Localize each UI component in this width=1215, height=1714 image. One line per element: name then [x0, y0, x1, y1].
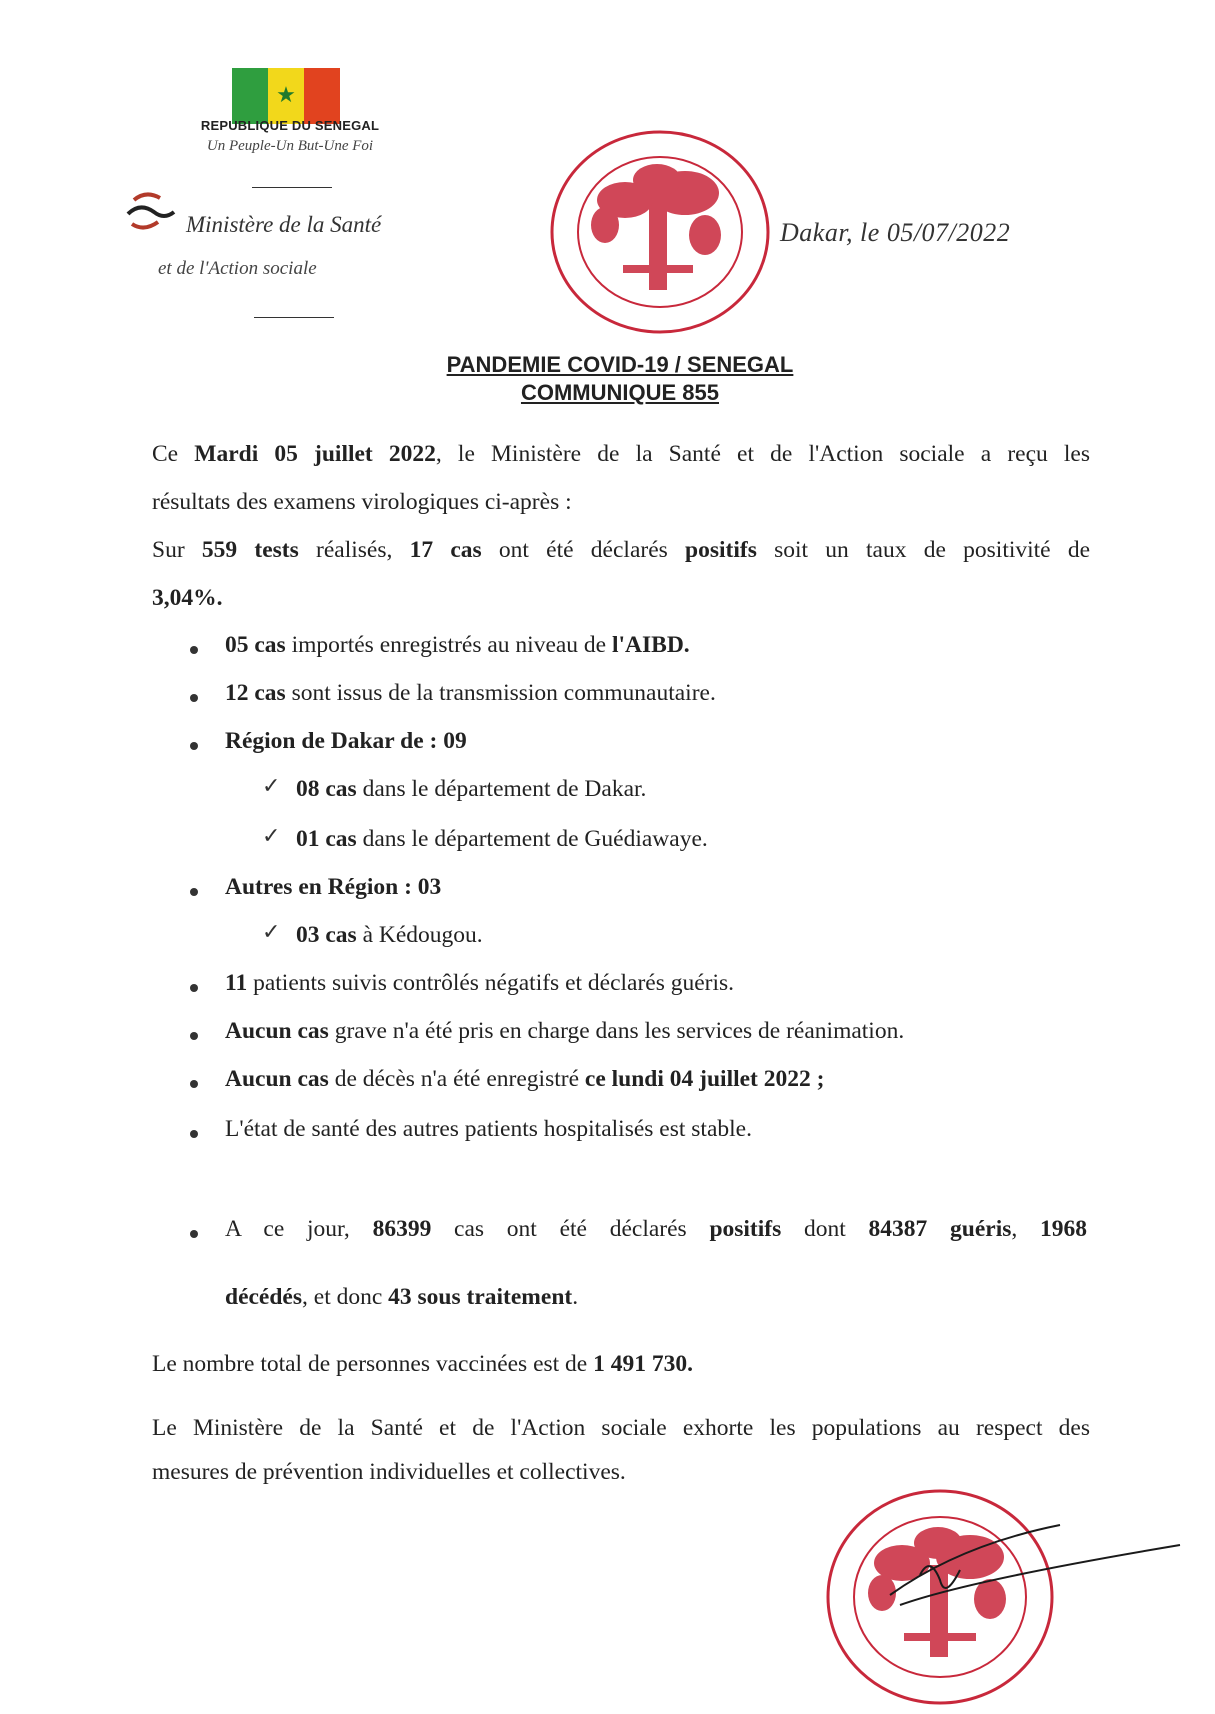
text-run: 03 cas [296, 922, 357, 948]
vaccinated-count: 1 491 730. [593, 1351, 693, 1377]
bullet-imported-cases [225, 632, 690, 659]
bullet-cumulative-line-1 [225, 1216, 1087, 1243]
text-run: sont issus de la transmission communautaire. [285, 680, 716, 706]
national-motto: Un Peuple-Un But-Une Foi [206, 138, 374, 154]
bullet-severe-cases [225, 1018, 904, 1045]
text-run: Aucun cas [225, 1066, 329, 1092]
text-run: réalisés, [298, 537, 410, 563]
ministry-name-line2: et de l'Action sociale [158, 258, 317, 279]
bullet-recovered [225, 970, 734, 997]
text-run: soit un taux de positivité de [756, 537, 1091, 563]
text-run: , le Ministère de la Santé et de l'Action sociale a reçu les [435, 441, 1091, 467]
text-run: 01 cas [296, 826, 357, 852]
intro-line-2: résultats des examens virologiques ci-après : [152, 489, 572, 515]
bullet-other-regions: Autres en Région : 03 [225, 874, 442, 900]
bullet-dot [190, 1080, 198, 1088]
text-run: Aucun cas [225, 1018, 329, 1044]
senegal-flag [232, 68, 340, 124]
text-run: ce lundi 04 juillet 2022 ; [584, 1066, 825, 1092]
text-run: dans le département de Dakar. [356, 776, 647, 802]
cases-count: 17 cas [409, 537, 482, 563]
official-stamp-top [545, 125, 775, 340]
total-deaths: 1968 [1040, 1216, 1088, 1242]
text-run: importés enregistrés au niveau de [285, 632, 612, 658]
intro-line-1 [152, 440, 1090, 468]
positivity-rate: 3,04%. [152, 585, 223, 611]
bullet-dot [190, 1230, 198, 1238]
bullet-stable-patients: L'état de santé des autres patients hospitalisés est stable. [225, 1116, 752, 1142]
check-icon: ✓ [262, 824, 281, 849]
text-run: 12 cas [225, 680, 286, 706]
text-run: l'AIBD. [611, 632, 690, 658]
text-run: décédés [225, 1284, 303, 1310]
bullet-deaths [225, 1066, 824, 1093]
text-run: dont [781, 1216, 869, 1242]
sub-item-dakar-dept [296, 776, 646, 803]
bullet-community-cases [225, 680, 716, 707]
text-run: dans le département de Guédiawaye. [356, 826, 708, 852]
sub-item-guediawaye-dept [296, 826, 708, 853]
flag-green-band [232, 68, 268, 124]
text-run: Sur [152, 537, 202, 563]
communique-number: COMMUNIQUE 855 [520, 380, 720, 405]
bullet-dot [190, 1130, 198, 1138]
text-run: . [572, 1284, 579, 1310]
ministry-name-line1: Ministère de la Santé [186, 212, 382, 237]
bullet-dot [190, 1032, 198, 1040]
text-run: cas ont été déclarés [431, 1216, 710, 1242]
bullet-dot [190, 646, 198, 654]
total-cases: 86399 [372, 1216, 432, 1242]
header-divider-1 [252, 187, 332, 188]
official-stamp-signature [810, 1485, 1190, 1710]
total-recovered: 84387 guéris [868, 1216, 1012, 1242]
text-run: Le nombre total de personnes vaccinées est de [152, 1351, 594, 1377]
vaccination-total [152, 1350, 693, 1378]
bullet-dot [190, 694, 198, 702]
text-run: 08 cas [296, 776, 357, 802]
exhortation-line-2: mesures de prévention individuelles et collectives. [152, 1459, 626, 1485]
bullet-dakar-region: Région de Dakar de : 09 [225, 728, 467, 754]
flag-red-band [304, 68, 340, 124]
text-run: ont été déclarés [481, 537, 686, 563]
text-run: patients suivis contrôlés négatifs et déclarés guéris. [247, 970, 735, 996]
header-divider-2 [254, 317, 334, 318]
exhortation-line-1: Le Ministère de la Santé et de l'Action sociale exhorte les populations au respect des [152, 1415, 1090, 1441]
date-bold: Mardi 05 juillet 2022 [194, 441, 436, 467]
bullet-dot [190, 984, 198, 992]
text-run: , [1011, 1216, 1041, 1242]
bullet-cumulative-line-2 [225, 1284, 578, 1311]
text-run: A ce jour, [225, 1216, 373, 1242]
sub-item-kedougou [296, 922, 483, 949]
intro-line-3 [152, 536, 1090, 564]
check-icon: ✓ [262, 920, 281, 945]
country-name: REPUBLIQUE DU SENEGAL [200, 118, 380, 133]
text-run: 11 [225, 970, 248, 996]
flag-yellow-band [268, 68, 304, 124]
text-run: 05 cas [225, 632, 286, 658]
ministry-logo-icon [124, 190, 178, 232]
text-run: grave n'a été pris en charge dans les services de réanimation. [328, 1018, 905, 1044]
text-run: Ce [152, 441, 195, 467]
communique-title: PANDEMIE COVID-19 / SENEGAL [446, 352, 794, 377]
active-cases: 43 sous traitement [388, 1284, 573, 1310]
tests-count: 559 tests [201, 537, 299, 563]
bullet-dot [190, 742, 198, 750]
text-run: , et donc [302, 1284, 389, 1310]
check-icon: ✓ [262, 774, 281, 799]
bullet-dot [190, 888, 198, 896]
positive-label: positifs [685, 537, 757, 563]
dateline: Dakar, le 05/07/2022 [780, 218, 1011, 247]
star-icon: ★ [276, 83, 296, 108]
text-run: de décès n'a été enregistré [328, 1066, 585, 1092]
text-run: positifs [709, 1216, 782, 1242]
text-run: à Kédougou. [356, 922, 483, 948]
